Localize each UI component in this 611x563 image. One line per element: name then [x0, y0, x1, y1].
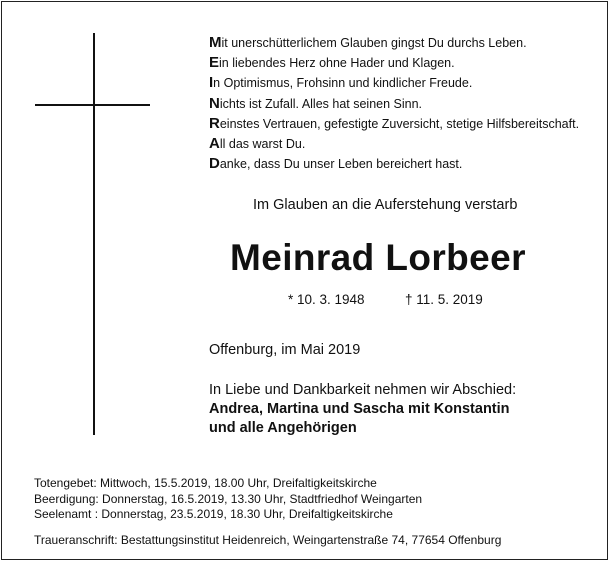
mourners-names: Andrea, Martina und Sascha mit Konstantin [209, 401, 510, 417]
acrostic-poem [209, 33, 579, 174]
poem-line [209, 73, 579, 93]
poem-initial: N [209, 94, 220, 112]
service-item: Seelenamt : Donnerstag, 23.5.2019, 18.30 Uhr, Dreifaltigkeitskirche [34, 507, 393, 521]
poem-initial: D [209, 155, 220, 173]
poem-line [209, 114, 579, 134]
poem-line [209, 134, 579, 154]
poem-initial: I [209, 74, 214, 92]
poem-line [209, 94, 579, 114]
poem-text: in liebendes Herz ohne Hader und Klagen. [219, 56, 455, 71]
death-date: † 11. 5. 2019 [405, 292, 483, 307]
service-schedule [34, 476, 422, 523]
farewell-line: In Liebe und Dankbarkeit nehmen wir Abschied: [209, 382, 517, 398]
poem-text: anke, dass Du unser Leben bereichert hast. [219, 157, 463, 172]
poem-line [209, 154, 579, 174]
poem-text: it unerschütterlichem Glauben gingst Du durchs Leben. [221, 36, 527, 50]
birth-date: * 10. 3. 1948 [288, 292, 365, 307]
poem-initial: A [209, 135, 220, 153]
poem-line [209, 33, 579, 53]
farewell-block [209, 381, 516, 438]
mourning-address: Traueranschrift: Bestattungsinstitut Heidenreich, Weingartenstraße 74, 77654 Offenburg [34, 533, 502, 547]
deceased-name: Meinrad Lorbeer [230, 237, 526, 278]
intro-text: Im Glauben an die Auferstehung verstarb [253, 197, 518, 213]
cross-vertical-bar [93, 33, 95, 435]
place-date: Offenburg, im Mai 2019 [209, 342, 361, 358]
poem-initial: M [209, 34, 222, 51]
cross-horizontal-bar [35, 104, 150, 106]
poem-text: n Optimismus, Frohsinn und kindlicher Freude. [213, 76, 473, 91]
poem-text: ichts ist Zufall. Alles hat seinen Sinn. [219, 96, 423, 111]
poem-initial: E [209, 54, 220, 72]
mourners-relatives: und alle Angehörigen [209, 420, 357, 436]
poem-text: ll das warst Du. [219, 137, 306, 152]
service-item: Beerdigung: Donnerstag, 16.5.2019, 13.30 Uhr, Stadtfriedhof Weingarten [34, 491, 423, 506]
poem-line [209, 53, 579, 73]
service-item: Totengebet: Mittwoch, 15.5.2019, 18.00 Uhr, Dreifaltigkeitskirche [34, 476, 377, 490]
poem-initial: R [209, 114, 220, 132]
poem-text: einstes Vertrauen, gefestigte Zuversicht, stetige Hilfsbereitschaft. [219, 116, 580, 131]
